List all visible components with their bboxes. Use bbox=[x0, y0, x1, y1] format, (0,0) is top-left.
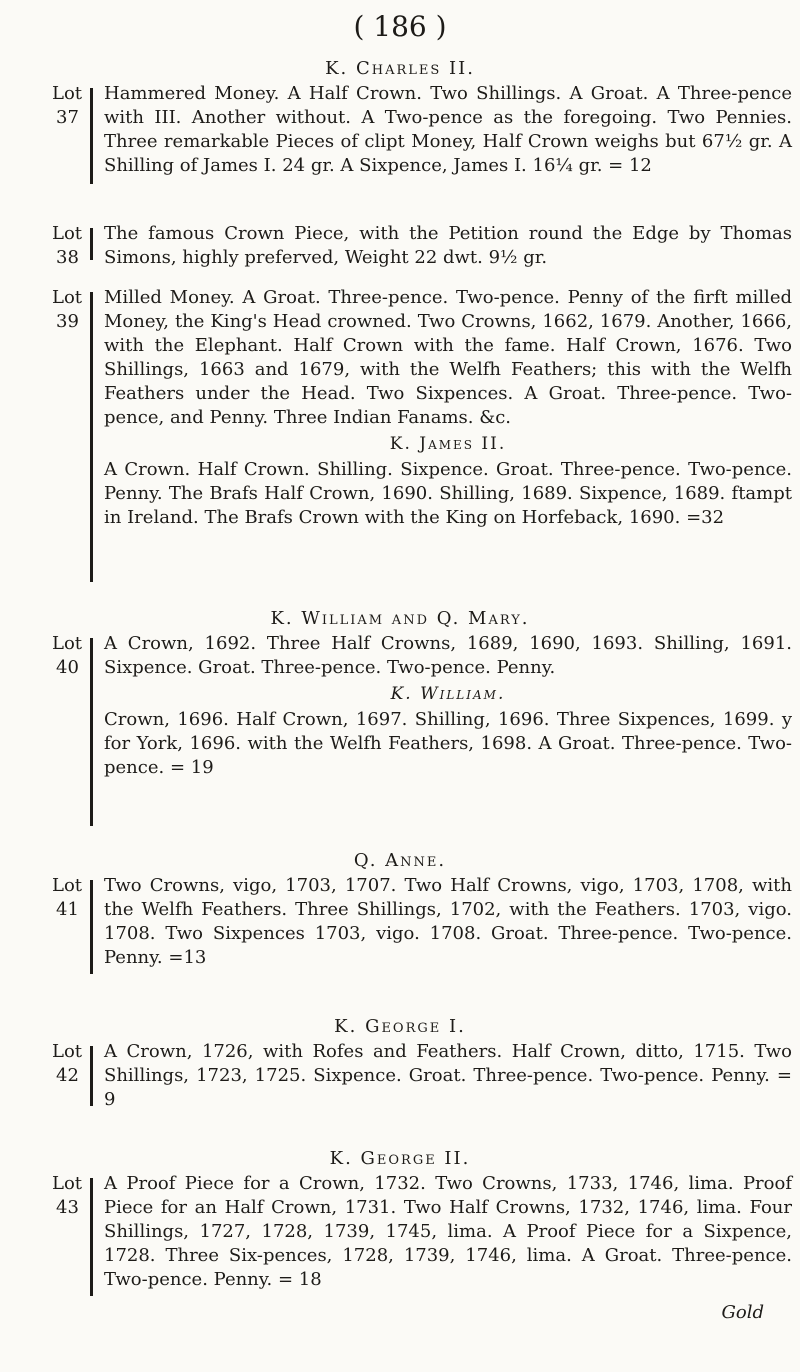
section-heading-george1: K. George I. bbox=[334, 1016, 466, 1037]
section-heading-anne: Q. Anne. bbox=[353, 850, 447, 871]
lot-description: The famous Crown Piece, with the Petition round the Edge by Thomas Simons, highly preferved, Weight 22 dwt. 9½ gr. bbox=[104, 223, 792, 268]
brace bbox=[90, 880, 101, 974]
lot-number: 40 bbox=[56, 657, 79, 678]
brace bbox=[90, 638, 101, 826]
lot-label: Lot bbox=[52, 1041, 83, 1062]
lot-label: Lot bbox=[52, 287, 83, 308]
section-heading-william-mary: K. William and Q. Mary. bbox=[270, 608, 530, 629]
brace bbox=[90, 1046, 101, 1106]
lot-label: Lot bbox=[52, 633, 83, 654]
section-heading-george2: K. George II. bbox=[329, 1148, 471, 1169]
lot-label: Lot bbox=[52, 83, 83, 104]
brace bbox=[90, 292, 101, 582]
section-heading-charles2: K. Charles II. bbox=[325, 58, 475, 79]
catchword: Gold bbox=[721, 1302, 764, 1323]
page-number: ( 186 ) bbox=[353, 10, 447, 43]
lot-description: A Crown, 1692. Three Half Crowns, 1689, 1690, 1693. Shilling, 1691. Sixpence. Groat. Three-pence. Two-pence. Penny. K. William. Crown, 1696. Half Crown, 1697. Shilling, 1696. Three Sixpences, 1699. y for York, 1696. with the Welfh Feathers, 1698. A Groat. Three-pence. Two-pence. = 19 bbox=[104, 633, 792, 778]
lot-number: 38 bbox=[56, 247, 79, 268]
lot-number: 39 bbox=[56, 311, 79, 332]
lot-description: A Proof Piece for a Crown, 1732. Two Crowns, 1733, 1746, lima. Proof Piece for an Half Crown, 1731. Two Half Crowns, 1732, 1746, lima. Four Shillings, 1727, 1728, 1739, 1745, lima. A Proof Piece for a Sixpence, 1728. Three Six-pences, 1728, 1739, 1746, lima. A Groat. Three-pence. Two-pence. Penny. = 18 bbox=[104, 1173, 792, 1290]
lot-number: 43 bbox=[56, 1197, 79, 1218]
sub-heading: K. James II. bbox=[389, 434, 507, 454]
lot-description: A Crown, 1726, with Rofes and Feathers. Half Crown, ditto, 1715. Two Shillings, 1723, 1725. Sixpence. Groat. Three-pence. Two-pence. Penny. = 9 bbox=[104, 1041, 792, 1110]
lot-description: Two Crowns, vigo, 1703, 1707. Two Half Crowns, vigo, 1703, 1708, with the Welfh Feathers. Three Shillings, 1702, with the Feathers. 1703, vigo. 1708. Two Sixpences 1703, vigo. 1708. Groat. Three-pence. Two-pence. Penny. =13 bbox=[104, 875, 792, 968]
lot-number: 42 bbox=[56, 1065, 79, 1086]
brace bbox=[90, 1178, 101, 1296]
brace bbox=[90, 88, 101, 184]
lot-description: Hammered Money. A Half Crown. Two Shillings. A Groat. A Three-pence with III. Another without. A Two-pence as the foregoing. Two Pennies. Three remarkable Pieces of clipt Money, Half Crown weighs but 67½ gr. A Shilling of James I. 24 gr. A Sixpence, James I. 16¼ gr. = 12 bbox=[104, 83, 792, 176]
lot-number: 37 bbox=[56, 107, 79, 128]
lot-label: Lot bbox=[52, 875, 83, 896]
lot-label: Lot bbox=[52, 1173, 83, 1194]
lot-label: Lot bbox=[52, 223, 83, 244]
brace bbox=[90, 228, 101, 260]
lot-number: 41 bbox=[56, 899, 79, 920]
sub-heading: K. William. bbox=[390, 684, 506, 704]
lot-description: Milled Money. A Groat. Three-pence. Two-pence. Penny of the firft milled Money, the King's Head crowned. Two Crowns, 1662, 1679. Another, 1666, with the Elephant. Half Crown with the fame. Half Crown, 1676. Two Shillings, 1663 and 1679, with the Welfh Feathers; this with the Welfh Feathers under the Head. Two Sixpences. A Groat. Three-pence. Two-pence, and Penny. Three Indian Fanams. &c. K. James II. A Crown. Half Crown. Shilling. Sixpence. Groat. Three-pence. Two-pence. Penny. The Brafs Half Crown, 1690. Shilling, 1689. Sixpence, 1689. ftampt in Ireland. The Brafs Crown with the King on Horfeback, 1690. =32 bbox=[104, 287, 792, 528]
